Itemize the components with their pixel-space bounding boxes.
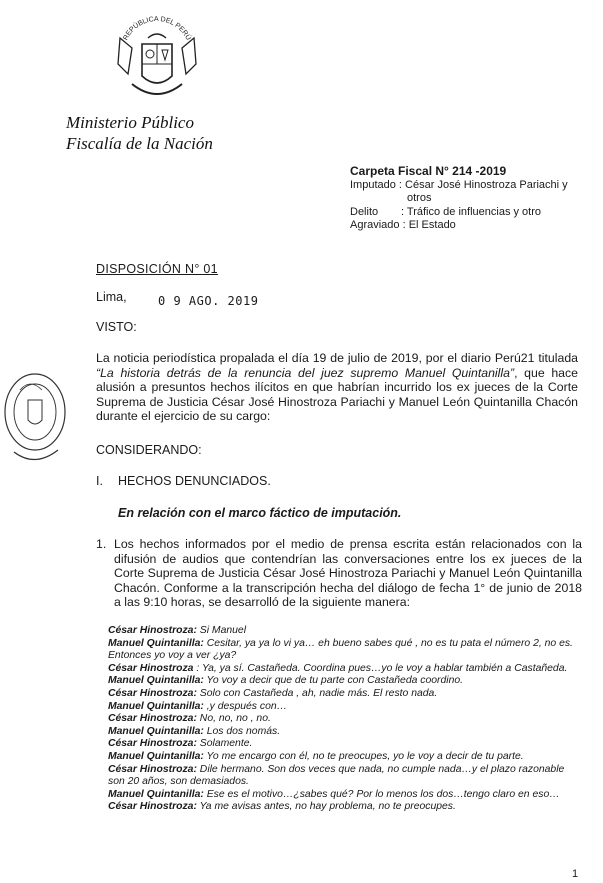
dialog-line [108,764,582,789]
dialog-line [108,801,582,814]
section-heading [96,474,271,488]
subsection-heading: En relación con el marco fáctico de imputación. [118,506,402,520]
dialog-text: No, no, no , no. [196,713,271,725]
dialog-transcript [108,625,582,814]
dialog-text: Yo voy a decir que de tu parte con Castañeda coordino. [203,675,464,687]
dialog-line [108,675,582,688]
dialog-speaker: César Hinostroza: [108,625,197,636]
page-number: 1 [572,868,579,880]
dialog-text: Dile hermano. Son dos veces que nada, no cumple nada…y el plazo razonable son 20 años, son demasiados. [108,763,565,788]
dialog-line [108,713,582,726]
section-title: HECHOS DENUNCIADOS. [118,474,271,488]
agraviado-row [350,219,568,233]
delito-value: : Tráfico de influencias y otro [401,205,542,218]
imputado-label: Imputado : [350,178,402,191]
dialog-text: Solo con Castañeda , ah, nadie más. El resto nada. [196,687,438,699]
visto-text-1: La noticia periodística propalada el día 19 de julio de 2019, por el diario Perú21 titulada [96,351,578,365]
imputado-value-2: otros [407,192,432,204]
dialog-text: : Ya, ya sí. Castañeda. Coordina pues…yo le voy a hablar también a Castañeda. [193,662,568,674]
dialog-speaker: Manuel Quintanilla: [108,700,204,712]
dialog-speaker: Manuel Quintanilla: [108,750,204,762]
dialog-speaker: Manuel Quintanilla: [108,788,204,800]
article-title: “La historia detrás de la renuncia del juez supremo Manuel Quintanilla” [96,365,515,380]
dialog-speaker: César Hinostroza: [108,763,197,775]
dialog-line [108,625,582,638]
dialog-speaker: César Hinostroza: [108,801,197,813]
ministry-line2: Fiscalía de la Nación [66,134,213,153]
dialog-line [108,638,582,663]
dialog-speaker: César Hinostroza: [108,687,197,699]
dialog-speaker: César Hinostroza: [108,738,197,750]
dialog-speaker: Manuel Quintanilla: [108,725,204,737]
delito-row [350,206,568,220]
visto-text-2: , que hace alusión a presuntos hechos ilícitos en que habrían incurrido los ex jueces de la Corte Suprema de Justicia César José Hinostroza Pariachi y Manuel León Quintanilla Chacón durante el ejercicio de su cargo: [96,365,579,424]
side-stamp-seal [0,360,70,470]
dialog-text: Solamente. [196,738,253,750]
imputado-row [350,179,568,193]
case-info-block [350,165,568,233]
delito-label: Delito [350,205,379,218]
dialog-speaker: Manuel Quintanilla: [108,675,204,687]
dialog-speaker: Manuel Quintanilla: [108,637,204,649]
peru-coat-of-arms-seal [112,14,202,106]
visto-heading: VISTO: [96,320,137,334]
date-stamp: 0 9 AGO. 2019 [158,294,259,308]
paragraph-text: Los hechos informados por el medio de prensa escrita están relacionados con la difusión de audios que contendrían las conversaciones entre los ex jueces de la Corte Suprema de Justicia César José Hinostroza Pariachi y Manuel León Quintanilla Chacón. Conforme a la transcripción hecha del diálogo de fecha 1° de junio de 2018 a las 9:10 horas, se desarrolló de la siguiente manera: [114,537,582,610]
dialog-speaker: César Hinostroza [108,662,194,674]
dialog-line [108,789,582,802]
dialog-line [108,726,582,739]
ministry-line1: Ministerio Público [66,113,194,132]
ministry-name [66,112,213,154]
disposition-heading: DISPOSICIÓN N° 01 [96,262,218,276]
agraviado-label: Agraviado : [350,219,406,231]
dialog-line [108,738,582,751]
imputado-value-1: César José Hinostroza Pariachi y [405,178,568,191]
agraviado-value: El Estado [408,219,456,231]
dialog-text: Si Manuel [196,625,247,636]
dialog-text: Yo me encargo con él, no te preocupes, yo le voy a decir de tu parte. [203,750,524,762]
dialog-text: ,y después con… [203,700,288,712]
considerando-heading: CONSIDERANDO: [96,443,202,457]
section-number: I. [96,474,103,488]
place-label: Lima, [96,290,127,304]
visto-paragraph [96,351,578,424]
numbered-paragraph-1 [96,537,582,610]
dialog-line [108,663,582,676]
dialog-text: Los dos nomás. [203,725,281,737]
case-title: Carpeta Fiscal N° 214 -2019 [350,164,507,178]
dialog-speaker: César Hinostroza: [108,713,197,725]
dialog-text: Ese es el motivo…¿sabes qué? Por lo menos los dos…tengo claro en eso… [203,788,560,800]
seal-text: REPÚBLICA DEL PERÚ [122,15,192,42]
paragraph-number: 1. [96,537,107,551]
dialog-line [108,688,582,701]
dialog-line [108,701,582,714]
dialog-line [108,751,582,764]
dialog-text: Cesitar, ya ya lo vi ya… eh bueno sabes qué , no es tu pata el número 2, no es. Entonces yo voy a ver ¿ya? [108,637,573,662]
dialog-text: Ya me avisas antes, no hay problema, no te preocupes. [196,801,456,813]
